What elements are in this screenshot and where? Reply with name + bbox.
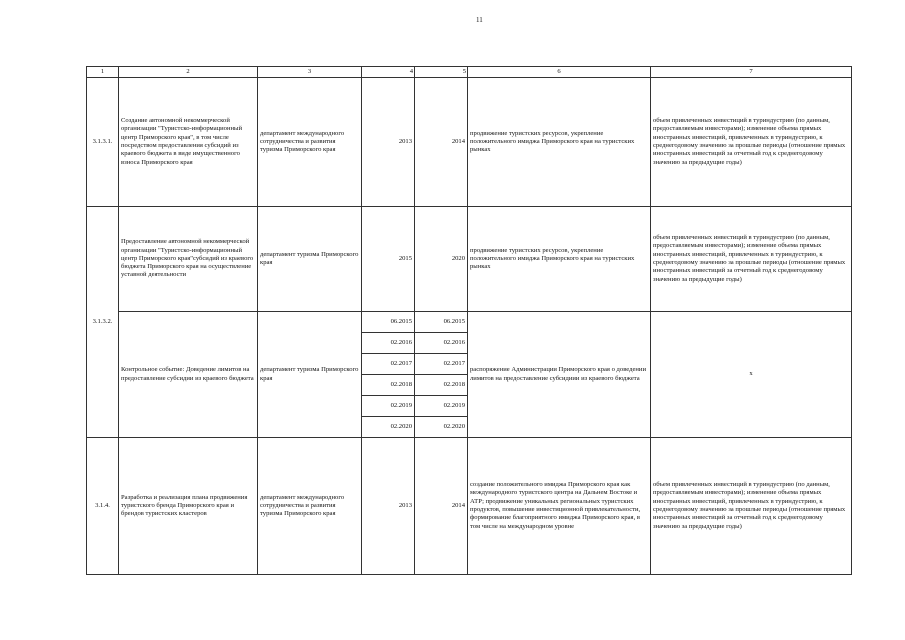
- measure-name: Создание автономной некоммерческой организации "Туристско-информационный центр Приморского края", в том числе посредством предоставления субсидий из краевого бюджета в виде имущественного взноса Приморского края: [119, 78, 258, 207]
- end-date: 02.2020: [415, 417, 468, 438]
- end-year: 2014: [415, 438, 468, 575]
- table-row: [87, 78, 852, 207]
- end-date: 02.2019: [415, 396, 468, 417]
- column-number: 5: [415, 67, 468, 78]
- start-date: 02.2020: [362, 417, 415, 438]
- start-date: 06.2015: [362, 312, 415, 333]
- table-row: [87, 207, 852, 312]
- target-indicators: объем привлеченных инвестиций в туриндустрию (по данным, предоставляемым инвесторами); изменение объема прямых иностранных инвестиций, привлеченных в туриндустрию, к среднегодовому значению за прошлые периоды (отношение прямых иностранных инвестиций за отчетный год к среднегодовому значению за предыдущие годы): [651, 207, 852, 312]
- start-date: 02.2019: [362, 396, 415, 417]
- expected-result: создание положительного имиджа Приморского края как международного туристского центра на Дальнем Востоке и АТР; продвижение уникальных региональных туристских продуктов, повышение инвестиционной привлекательности, формирование благоприятного имиджа Приморского края, в том числе на международном уровне: [468, 438, 651, 575]
- measure-executor: департамент туризма Приморского края: [258, 207, 362, 312]
- table-row: [87, 438, 852, 575]
- page-number: 11: [476, 16, 483, 24]
- end-year: 2014: [415, 78, 468, 207]
- control-event-executor: департамент туризма Приморского края: [258, 312, 362, 438]
- control-event-name: Контрольное событие: Доведение лимитов на предоставление субсидии из краевого бюджета: [119, 312, 258, 438]
- column-number: 2: [119, 67, 258, 78]
- column-number: 7: [651, 67, 852, 78]
- column-number: 6: [468, 67, 651, 78]
- column-number: 4: [362, 67, 415, 78]
- target-indicators: объем привлеченных инвестиций в туриндустрию (по данным, предоставляемым инвесторами); изменение объема прямых иностранных инвестиций, привлеченных в туриндустрию, к среднегодовому значению за прошлые периоды (отношение прямых иностранных инвестиций за отчетный год к среднегодовому значению за предыдущие годы): [651, 438, 852, 575]
- column-number: 1: [87, 67, 119, 78]
- column-number: 3: [258, 67, 362, 78]
- target-indicators: объем привлеченных инвестиций в туриндустрию (по данным, предоставляемым инвесторами); изменение объема прямых иностранных инвестиций, привлеченных в туриндустрию, к среднегодовому значению за прошлые периоды (отношение прямых иностранных инвестиций за отчетный год к среднегодовому значению за предыдущие годы): [651, 78, 852, 207]
- table-row: [87, 312, 852, 333]
- measure-executor: департамент международного сотрудничества и развития туризма Приморского края: [258, 78, 362, 207]
- start-year: 2013: [362, 78, 415, 207]
- control-event-result: распоряжение Администрации Приморского края о доведении лимитов на предоставление субсидиии из краевого бюджета: [468, 312, 651, 438]
- start-year: 2015: [362, 207, 415, 312]
- column-number-header: [87, 67, 852, 78]
- end-date: 02.2018: [415, 375, 468, 396]
- measure-code: 3.1.3.2.: [87, 207, 119, 438]
- expected-result: продвижение туристских ресурсов, укрепление положительного имиджа Приморского края на туристских рынках: [468, 78, 651, 207]
- measure-executor: департамент международного сотрудничества и развития туризма Приморского края: [258, 438, 362, 575]
- measure-code: 3.1.4.: [87, 438, 119, 575]
- measure-name: Разработка и реализация плана продвижения туристского бренда Приморского края и брендов туристских кластеров: [119, 438, 258, 575]
- end-year: 2020: [415, 207, 468, 312]
- end-date: 02.2016: [415, 333, 468, 354]
- expected-result: продвижение туристских ресурсов, укрепление положительного имиджа Приморского края на туристских рынках: [468, 207, 651, 312]
- start-date: 02.2016: [362, 333, 415, 354]
- end-date: 06.2015: [415, 312, 468, 333]
- end-date: 02.2017: [415, 354, 468, 375]
- start-date: 02.2017: [362, 354, 415, 375]
- start-date: 02.2018: [362, 375, 415, 396]
- measures-table: [86, 66, 852, 575]
- control-event-indicators: x: [651, 312, 852, 438]
- measure-name: Предоставление автономной некоммерческой организации "Туристско-информационный центр Приморского края"субсидий из краевого бюджета Приморского края на осуществление уставной деятельности: [119, 207, 258, 312]
- measure-code: 3.1.3.1.: [87, 78, 119, 207]
- start-year: 2013: [362, 438, 415, 575]
